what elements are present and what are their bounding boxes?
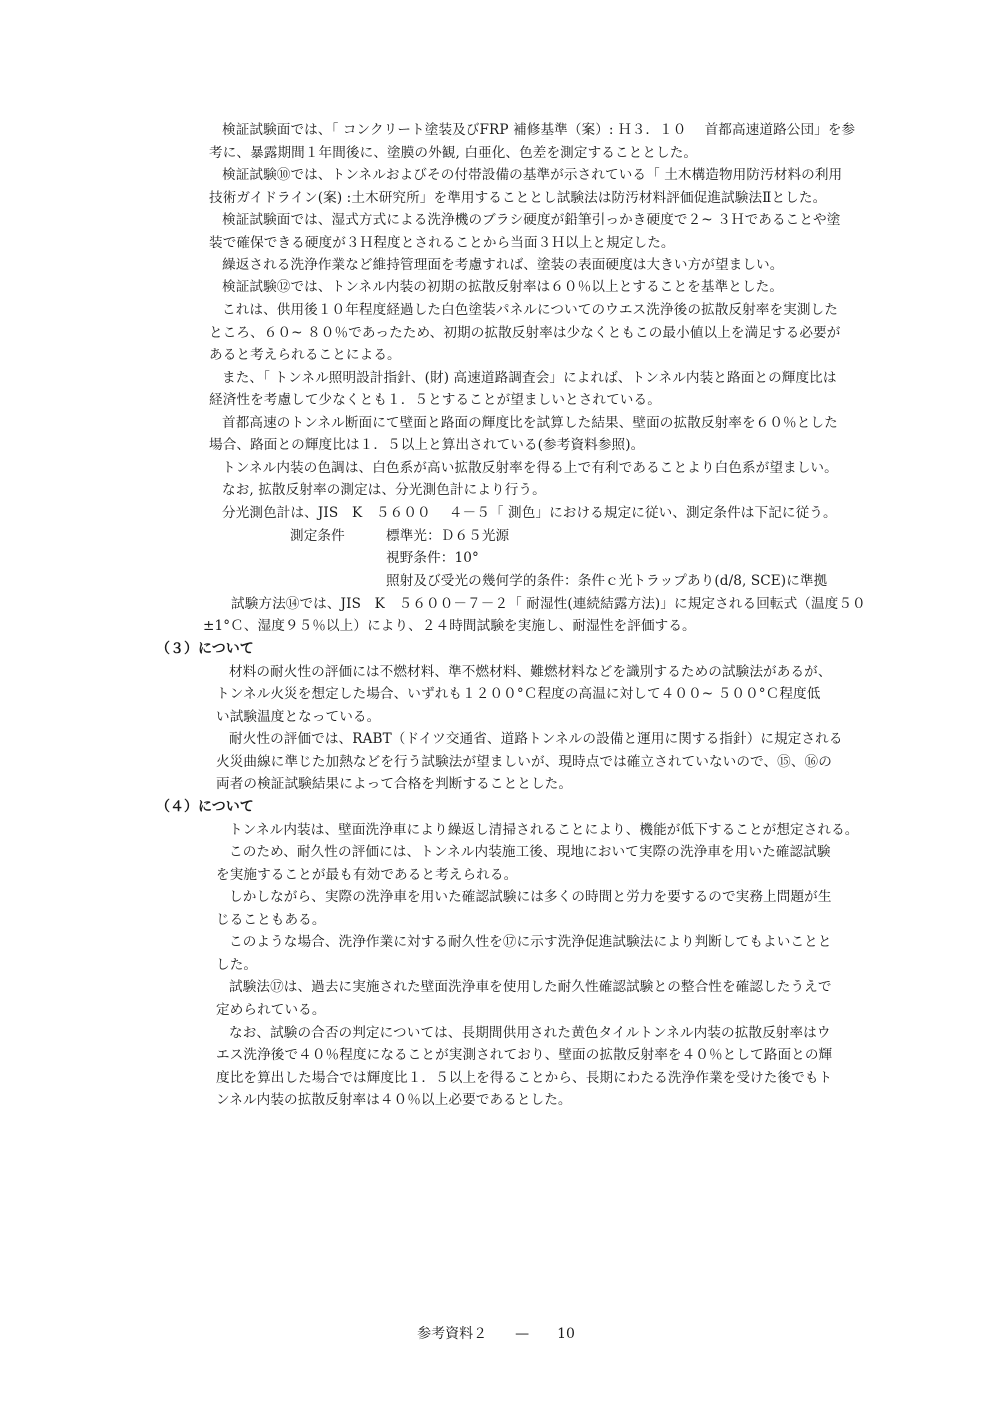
section-heading: （４）について <box>156 799 254 815</box>
paragraph-line: 首都高速のトンネル断面にて壁面と路面の輝度比を試算した結果、壁面の拡散反射率を６０％とした <box>222 415 838 431</box>
paragraph-line: ところ、６０~ ８０％であったため、初期の拡散反射率は少なくともこの最小値以上を満足する必要が <box>209 325 841 341</box>
paragraph-line: 両者の検証試験結果によって合格を判断することとした。 <box>216 776 573 792</box>
paragraph-line: トンネル内装の色調は、白色系が高い拡散反射率を得る上で有利であることより白色系が望ましい。 <box>222 460 838 476</box>
paragraph-line: 繰返される洗浄作業など維持管理面を考慮すれば、塗装の表面硬度は大きい方が望ましい。 <box>222 257 784 273</box>
paragraph-line: ±1°Ｃ、湿度９５％以上）により、２４時間試験を実施し、耐湿性を評価する。 <box>203 618 696 634</box>
paragraph-line: を実施することが最も有効であると考えられる。 <box>216 867 518 883</box>
condition-line: 標準光：Ｄ６５光源 <box>386 528 510 544</box>
condition-line: 視野条件：10° <box>386 550 479 566</box>
paragraph-line: 度比を算出した場合では輝度比１．５以上を得ることから、長期にわたる洗浄作業を受けた後でもト <box>216 1070 833 1086</box>
paragraph-line: エス洗浄後で４０％程度になることが実測されており、壁面の拡散反射率を４０％として路面との輝 <box>216 1047 833 1063</box>
paragraph-line: ンネル内装の拡散反射率は４０％以上必要であるとした。 <box>216 1092 572 1108</box>
footer-separator: — <box>515 1326 530 1342</box>
conditions-label: 測定条件 <box>290 528 345 544</box>
paragraph-line: このため、耐久性の評価には、トンネル内装施工後、現地において実際の洗浄車を用いた確認試験 <box>229 844 831 860</box>
paragraph-line: なお, 拡散反射率の測定は、分光測色計により行う。 <box>222 482 546 498</box>
paragraph-line: 検証試験面では、湿式方式による洗浄機のブラシ硬度が鉛筆引っかき硬度で２~ ３Ｈであることや塗 <box>222 212 841 228</box>
paragraph-line: 材料の耐火性の評価には不燃材料、準不燃材料、難燃材料などを識別するための試験法があるが、 <box>229 664 832 680</box>
section-heading: （３）について <box>156 641 254 657</box>
paragraph-line: また、「 トンネル照明設計指針、(財) 高速道路調査会」によれば、トンネル内装と路面との輝度比は <box>222 370 837 386</box>
paragraph-line: 技術ガイドライン(案) :土木研究所」を準用することとし試験法は防汚材料評価促進試験法Ⅱとした。 <box>209 190 827 206</box>
paragraph-line: 試験法⑰は、過去に実施された壁面洗浄車を使用した耐久性確認試験との整合性を確認したうえで <box>229 979 832 995</box>
paragraph-line: トンネル火災を想定した場合、いずれも１２００°Ｃ程度の高温に対して４００~ ５００°Ｃ程度低 <box>216 686 821 702</box>
paragraph-line: い試験温度となっている。 <box>216 709 381 725</box>
paragraph-line: 場合、路面との輝度比は１．５以上と算出されている(参考資料参照)。 <box>209 437 645 453</box>
paragraph-line: 火災曲線に準じた加熱などを行う試験法が望ましいが、現時点では確立されていないので、⑮、⑯の <box>216 754 832 770</box>
paragraph-line: 試験方法⑭では、JIS K ５６００－７－２「 耐湿性(連続結露方法)」に規定される回転式（温度５０ <box>231 596 866 612</box>
paragraph-line: これは、供用後１０年程度経過した白色塗装パネルについてのウエス洗浄後の拡散反射率を実測した <box>222 302 838 318</box>
paragraph-line: 分光測色計は、JIS K ５６００ ４－５「 測色」における規定に従い、測定条件は下記に従う。 <box>222 505 837 521</box>
paragraph-line: した。 <box>216 957 258 973</box>
paragraph-line: トンネル内装は、壁面洗浄車により繰返し清掃されることにより、機能が低下することが想定される。 <box>229 822 859 838</box>
paragraph-line: しかしながら、実際の洗浄車を用いた確認試験には多くの時間と労力を要するので実務上問題が生 <box>229 889 832 905</box>
page-number: 10 <box>557 1326 575 1342</box>
paragraph-line: 耐火性の評価では、RABT（ドイツ交通省、道路トンネルの設備と運用に関する指針）に規定される <box>229 731 843 747</box>
paragraph-line: 考に、暴露期間１年間後に、塗膜の外観, 白亜化、色差を測定することとした。 <box>209 145 698 161</box>
paragraph-line: 定められている。 <box>216 1002 326 1018</box>
paragraph-line: 装で確保できる硬度が３Ｈ程度とされることから当面３Ｈ以上と規定した。 <box>209 235 675 251</box>
paragraph-line: 経済性を考慮して少なくとも１．５とすることが望ましいとされている。 <box>209 392 661 408</box>
footer-label: 参考資料２ <box>417 1326 488 1342</box>
paragraph-line: じることもある。 <box>216 912 326 928</box>
paragraph-line: 検証試験⑩では、トンネルおよびその付帯設備の基準が示されている「 土木構造物用防汚材料の利用 <box>222 167 843 183</box>
paragraph-line: このような場合、洗浄作業に対する耐久性を⑰に示す洗浄促進試験法により判断してもよいことと <box>229 934 832 950</box>
paragraph-line: 検証試験⑫では、トンネル内装の初期の拡散反射率は６０％以上とすることを基準とした。 <box>222 279 784 295</box>
paragraph-line: あると考えられることによる。 <box>209 347 401 363</box>
condition-line: 照射及び受光の幾何学的条件：条件ｃ光トラップあり(d/8, SCE)に準拠 <box>386 573 828 589</box>
paragraph-line: 検証試験面では、「 コンクリート塗装及びFRP 補修基準（案）: Ｈ３．１０ 首都高速道路公団」を参 <box>222 122 856 138</box>
page-footer <box>0 1323 992 1343</box>
paragraph-line: なお、試験の合否の判定については、長期間供用された黄色タイルトンネル内装の拡散反射率はウ <box>229 1025 831 1041</box>
